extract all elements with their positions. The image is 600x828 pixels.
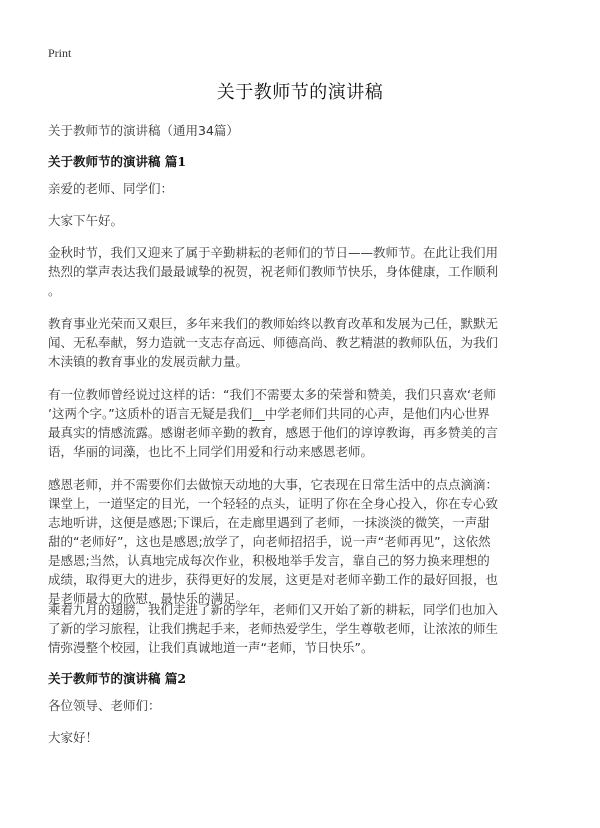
text-line: 大家下午好。 bbox=[48, 213, 124, 228]
text-line: 热烈的掌声表达我们最最诚挚的祝贺，祝老师们教师节快乐，身体健康，工作顺利 bbox=[48, 264, 499, 279]
paragraph-quote bbox=[48, 385, 556, 461]
text-line: 语，华丽的词藻，也比不上同学们用爱和行动来感恩老师。 bbox=[48, 444, 374, 459]
text-line: 情弥漫整个校园，让我们真诚地道一声“老师，节日快乐”。 bbox=[48, 640, 374, 655]
text-line: 课堂上，一道坚定的目光，一个轻轻的点头，证明了你在全身心投入，你在专心致 bbox=[48, 496, 499, 511]
text-line: 各位领导、老师们： bbox=[48, 698, 161, 713]
text-line: 大家好！ bbox=[48, 730, 99, 745]
text-line: 甜的“老师好”，这也是感恩;放学了，向老师招招手，说一声“老师再见”，这依然 bbox=[48, 534, 491, 549]
section-heading-1: 关于教师节的演讲稿 篇1 bbox=[48, 154, 187, 169]
text-line: 成绩，取得更大的进步，获得更好的发展，这更是对老师辛勤工作的最好回报，也 bbox=[48, 572, 499, 587]
text-line: 是老师最大的欣慰，最快乐的满足。 bbox=[48, 591, 249, 606]
text-line: ’这两个字。”这质朴的语言无疑是我们__中学老师们共同的心声，是他们内心世界 bbox=[48, 406, 490, 421]
text-line: 教育事业光荣而又艰巨，多年来我们的教师始终以教育改革和发展为己任，默默无 bbox=[48, 316, 499, 331]
paragraph-gratitude bbox=[48, 475, 556, 608]
text-line: 闻、无私奉献，努力造就一支志存高远、师德高尚、教艺精湛的教师队伍，为我们 bbox=[48, 335, 499, 350]
document-subtitle: 关于教师节的演讲稿（通用34篇） bbox=[48, 123, 239, 138]
paragraph-hello bbox=[48, 728, 556, 747]
text-line: 感恩老师，并不需要你们去做惊天动地的大事，它表现在日常生活中的点点滴滴： bbox=[48, 477, 499, 492]
text-line: 亲爱的老师、同学们： bbox=[48, 181, 174, 196]
text-line: 最真实的情感流露。感谢老师辛勤的教育，感恩于他们的谆谆教诲，再多赞美的言 bbox=[48, 425, 499, 440]
paragraph-education bbox=[48, 314, 556, 371]
paragraph-afternoon bbox=[48, 211, 556, 230]
paragraph-teachers-day bbox=[48, 243, 556, 300]
text-line: 金秋时节，我们又迎来了属于辛勤耕耘的老师们的节日——教师节。在此让我们用 bbox=[48, 245, 499, 260]
paragraph-september bbox=[48, 600, 556, 657]
print-link[interactable]: Print bbox=[48, 46, 72, 60]
text-line: 。 bbox=[48, 283, 61, 298]
text-line: 乘着九月的翅膀，我们走进了新的学年，老师们又开始了新的耕耘，同学们也加入 bbox=[48, 602, 499, 617]
text-line: 了新的学习旅程，让我们携起手来，老师热爱学生，学生尊敬老师，让浓浓的师生 bbox=[48, 621, 499, 636]
page-title: 关于教师节的演讲稿 bbox=[216, 82, 384, 103]
text-line: 是感恩;当然，认真地完成每次作业，积极地举手发言，靠自己的努力换来理想的 bbox=[48, 553, 490, 568]
paragraph-leaders bbox=[48, 696, 556, 715]
section-heading-2: 关于教师节的演讲稿 篇2 bbox=[48, 671, 187, 686]
paragraph-greeting bbox=[48, 179, 556, 198]
text-line: 有一位教师曾经说过这样的话：“我们不需要太多的荣誉和赞美，我们只喜欢‘老师 bbox=[48, 387, 496, 402]
text-line: 志地听讲，这便是感恩;下课后，在走廊里遇到了老师，一抹淡淡的微笑，一声甜 bbox=[48, 515, 490, 530]
text-line: 木渎镇的教育事业的发展贡献力量。 bbox=[48, 354, 249, 369]
